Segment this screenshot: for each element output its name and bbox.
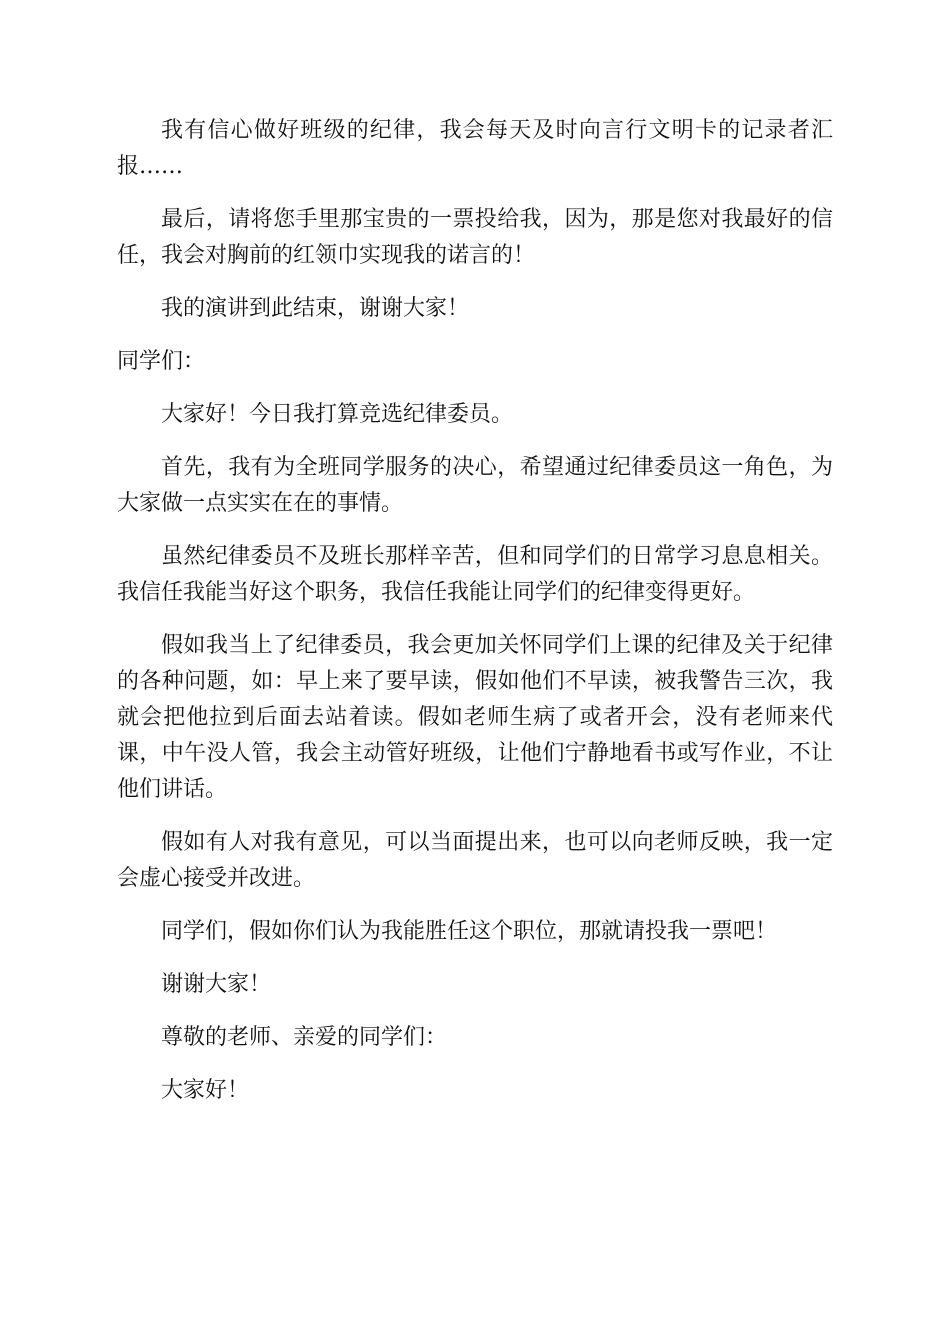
- paragraph: 我的演讲到此结束，谢谢大家！: [161, 296, 470, 321]
- paragraph: 假如有人对我有意见，可以当面提出来，也可以向老师反映，我一定会虚心接受并改进。: [117, 830, 833, 891]
- document-body: [117, 113, 833, 1126]
- paragraph: 大家好！今日我打算竞选纪律委员。: [161, 402, 514, 427]
- paragraph: 同学们，假如你们认为我能胜任这个职位，那就请投我一票吧！: [161, 919, 778, 944]
- paragraph: 最后，请将您手里那宝贵的一票投给我，因为，那是您对我最好的信任，我会对胸前的红领巾实现我的诺言的！: [117, 207, 833, 268]
- paragraph: 谢谢大家！: [161, 972, 272, 997]
- salutation: 尊敬的老师、亲爱的同学们：: [161, 1025, 448, 1050]
- paragraph: 虽然纪律委员不及班长那样辛苦，但和同学们的日常学习息息相关。我信任我能当好这个职务，我信任我能让同学们的纪律变得更好。: [117, 544, 833, 605]
- paragraph: 大家好！: [161, 1078, 250, 1103]
- paragraph: 假如我当上了纪律委员，我会更加关怀同学们上课的纪律及关于纪律的各种问题，如：早上来了要早读，假如他们不早读，被我警告三次，我就会把他拉到后面去站着读。假如老师生病了或者开会，没有老师来代课，中午没人管，我会主动管好班级，让他们宁静地看书或写作业，不让他们讲话。: [117, 633, 833, 802]
- salutation: 同学们：: [117, 349, 206, 374]
- paragraph: 我有信心做好班级的纪律，我会每天及时向言行文明卡的记录者汇报……: [117, 118, 833, 179]
- paragraph: 首先，我有为全班同学服务的决心，希望通过纪律委员这一角色，为大家做一点实实在在的事情。: [117, 455, 833, 516]
